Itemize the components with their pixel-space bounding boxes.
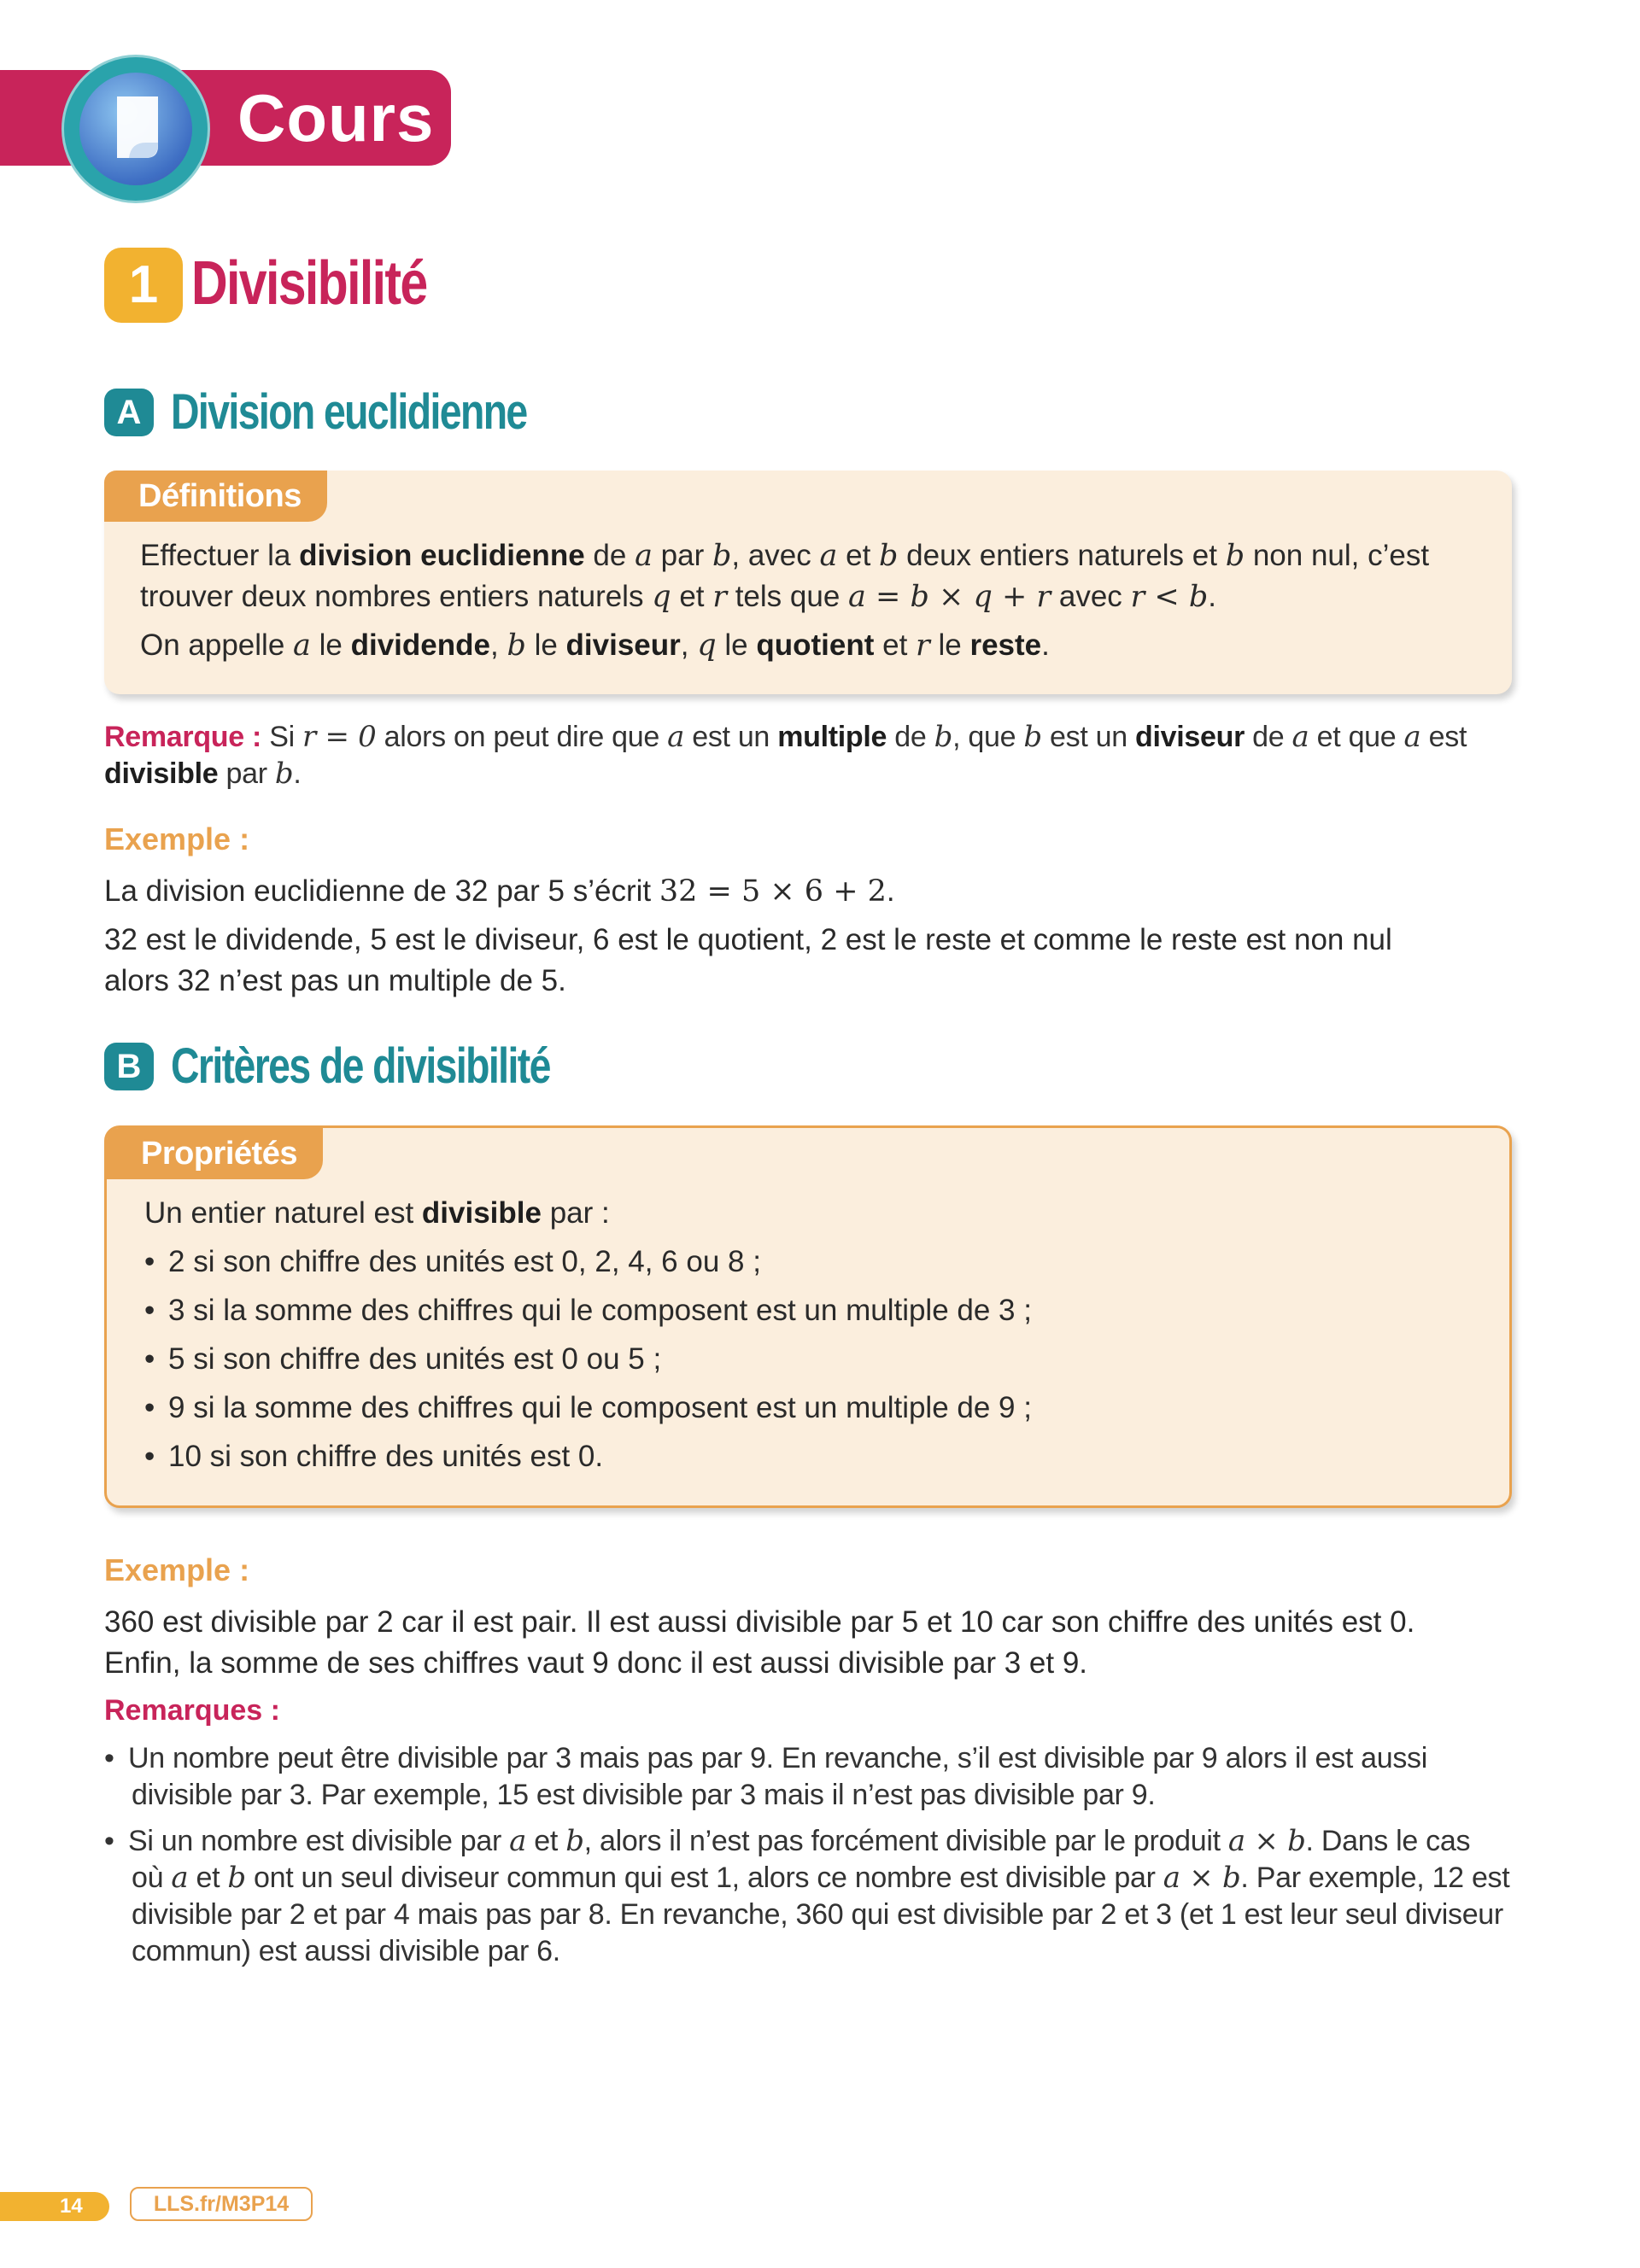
- property-item: • 2 si son chiffre des unités est 0, 2, 4, 6 ou 8 ;: [144, 1245, 761, 1278]
- resource-link[interactable]: LLS.fr/M3P14: [130, 2187, 313, 2221]
- remark-item-2-line-3: divisible par 2 et par 4 mais pas par 8. En revanche, 360 qui est divisible par 2 et 3 (et 1 est leur seul diviseur: [132, 1898, 1503, 1931]
- header-logo: [62, 55, 210, 203]
- example-2-label: Exemple :: [104, 1552, 250, 1587]
- section-title: Divisibilité: [191, 249, 427, 318]
- remark-item-1-line-2: divisible par 3. Par exemple, 15 est divisible par 3 mais il n’est pas divisible par 9.: [132, 1779, 1156, 1811]
- remark-label: Remarque :: [104, 721, 262, 753]
- page-number: 14: [60, 2195, 83, 2218]
- example-2-line-2: Enfin, la somme de ses chiffres vaut 9 donc il est aussi divisible par 3 et 9.: [104, 1646, 1088, 1680]
- remarks-label: Remarques :: [104, 1694, 280, 1727]
- remark-item-1-line-1: • Un nombre peut être divisible par 3 mais pas par 9. En revanche, s’il est divisible par 9 alors il est aussi: [104, 1742, 1428, 1774]
- property-item: • 3 si la somme des chiffres qui le composent est un multiple de 3 ;: [144, 1294, 1032, 1327]
- page-number-bar: [0, 2192, 109, 2221]
- property-item: • 9 si la somme des chiffres qui le composent est un multiple de 9 ;: [144, 1391, 1032, 1424]
- example-label: Exemple :: [104, 821, 250, 856]
- header-title: Cours: [237, 80, 435, 155]
- document-icon: [112, 93, 163, 163]
- definitions-tab: Définitions: [104, 471, 327, 522]
- remark-item-2-line-2: où a et b ont un seul diviseur commun qui est 1, alors ce nombre est divisible par a × b. Par exemple, 12 est: [132, 1861, 1510, 1895]
- example-line-3: alors 32 n’est pas un multiple de 5.: [104, 964, 566, 997]
- properties-intro: Un entier naturel est divisible par :: [144, 1196, 610, 1230]
- remark-item-2-line-4: commun) est aussi divisible par 6.: [132, 1935, 560, 1967]
- subsection-a-badge: A: [104, 389, 154, 436]
- subsection-b-badge: B: [104, 1043, 154, 1090]
- remark-line-1: Remarque : Si r = 0 alors on peut dire que a est un multiple de b, que b est un diviseur de a et que a est: [104, 720, 1467, 754]
- section-number: 1: [104, 248, 183, 323]
- definition-line-3: On appelle a le dividende, b le diviseur, q le quotient et r le reste.: [140, 628, 1050, 663]
- property-item: • 10 si son chiffre des unités est 0.: [144, 1440, 604, 1473]
- example-2-line-1: 360 est divisible par 2 car il est pair. Il est aussi divisible par 5 et 10 car son chiffre des unités est 0.: [104, 1605, 1415, 1639]
- property-item: • 5 si son chiffre des unités est 0 ou 5 ;: [144, 1342, 662, 1376]
- definition-line-1: Effectuer la division euclidienne de a par b, avec a et b deux entiers naturels et b non nul, c’est: [140, 539, 1430, 573]
- example-line-1: La division euclidienne de 32 par 5 s’écrit 32 = 5 × 6 + 2.: [104, 874, 895, 909]
- example-line-2: 32 est le dividende, 5 est le diviseur, 6 est le quotient, 2 est le reste et comme le reste est non nul: [104, 923, 1392, 956]
- remark-line-2: divisible par b.: [104, 757, 302, 791]
- properties-tab: Propriétés: [107, 1128, 323, 1179]
- definition-line-2: trouver deux nombres entiers naturels q et r tels que a = b × q + r avec r < b.: [140, 580, 1216, 614]
- properties-box: [104, 1125, 1512, 1508]
- definitions-box: [104, 471, 1512, 694]
- subsection-a-title: Division euclidienne: [171, 384, 527, 440]
- subsection-b-title: Critères de divisibilité: [171, 1038, 550, 1094]
- remark-item-2-line-1: • Si un nombre est divisible par a et b, alors il n’est pas forcément divisible par le produit a × b. Dans le cas: [104, 1824, 1471, 1858]
